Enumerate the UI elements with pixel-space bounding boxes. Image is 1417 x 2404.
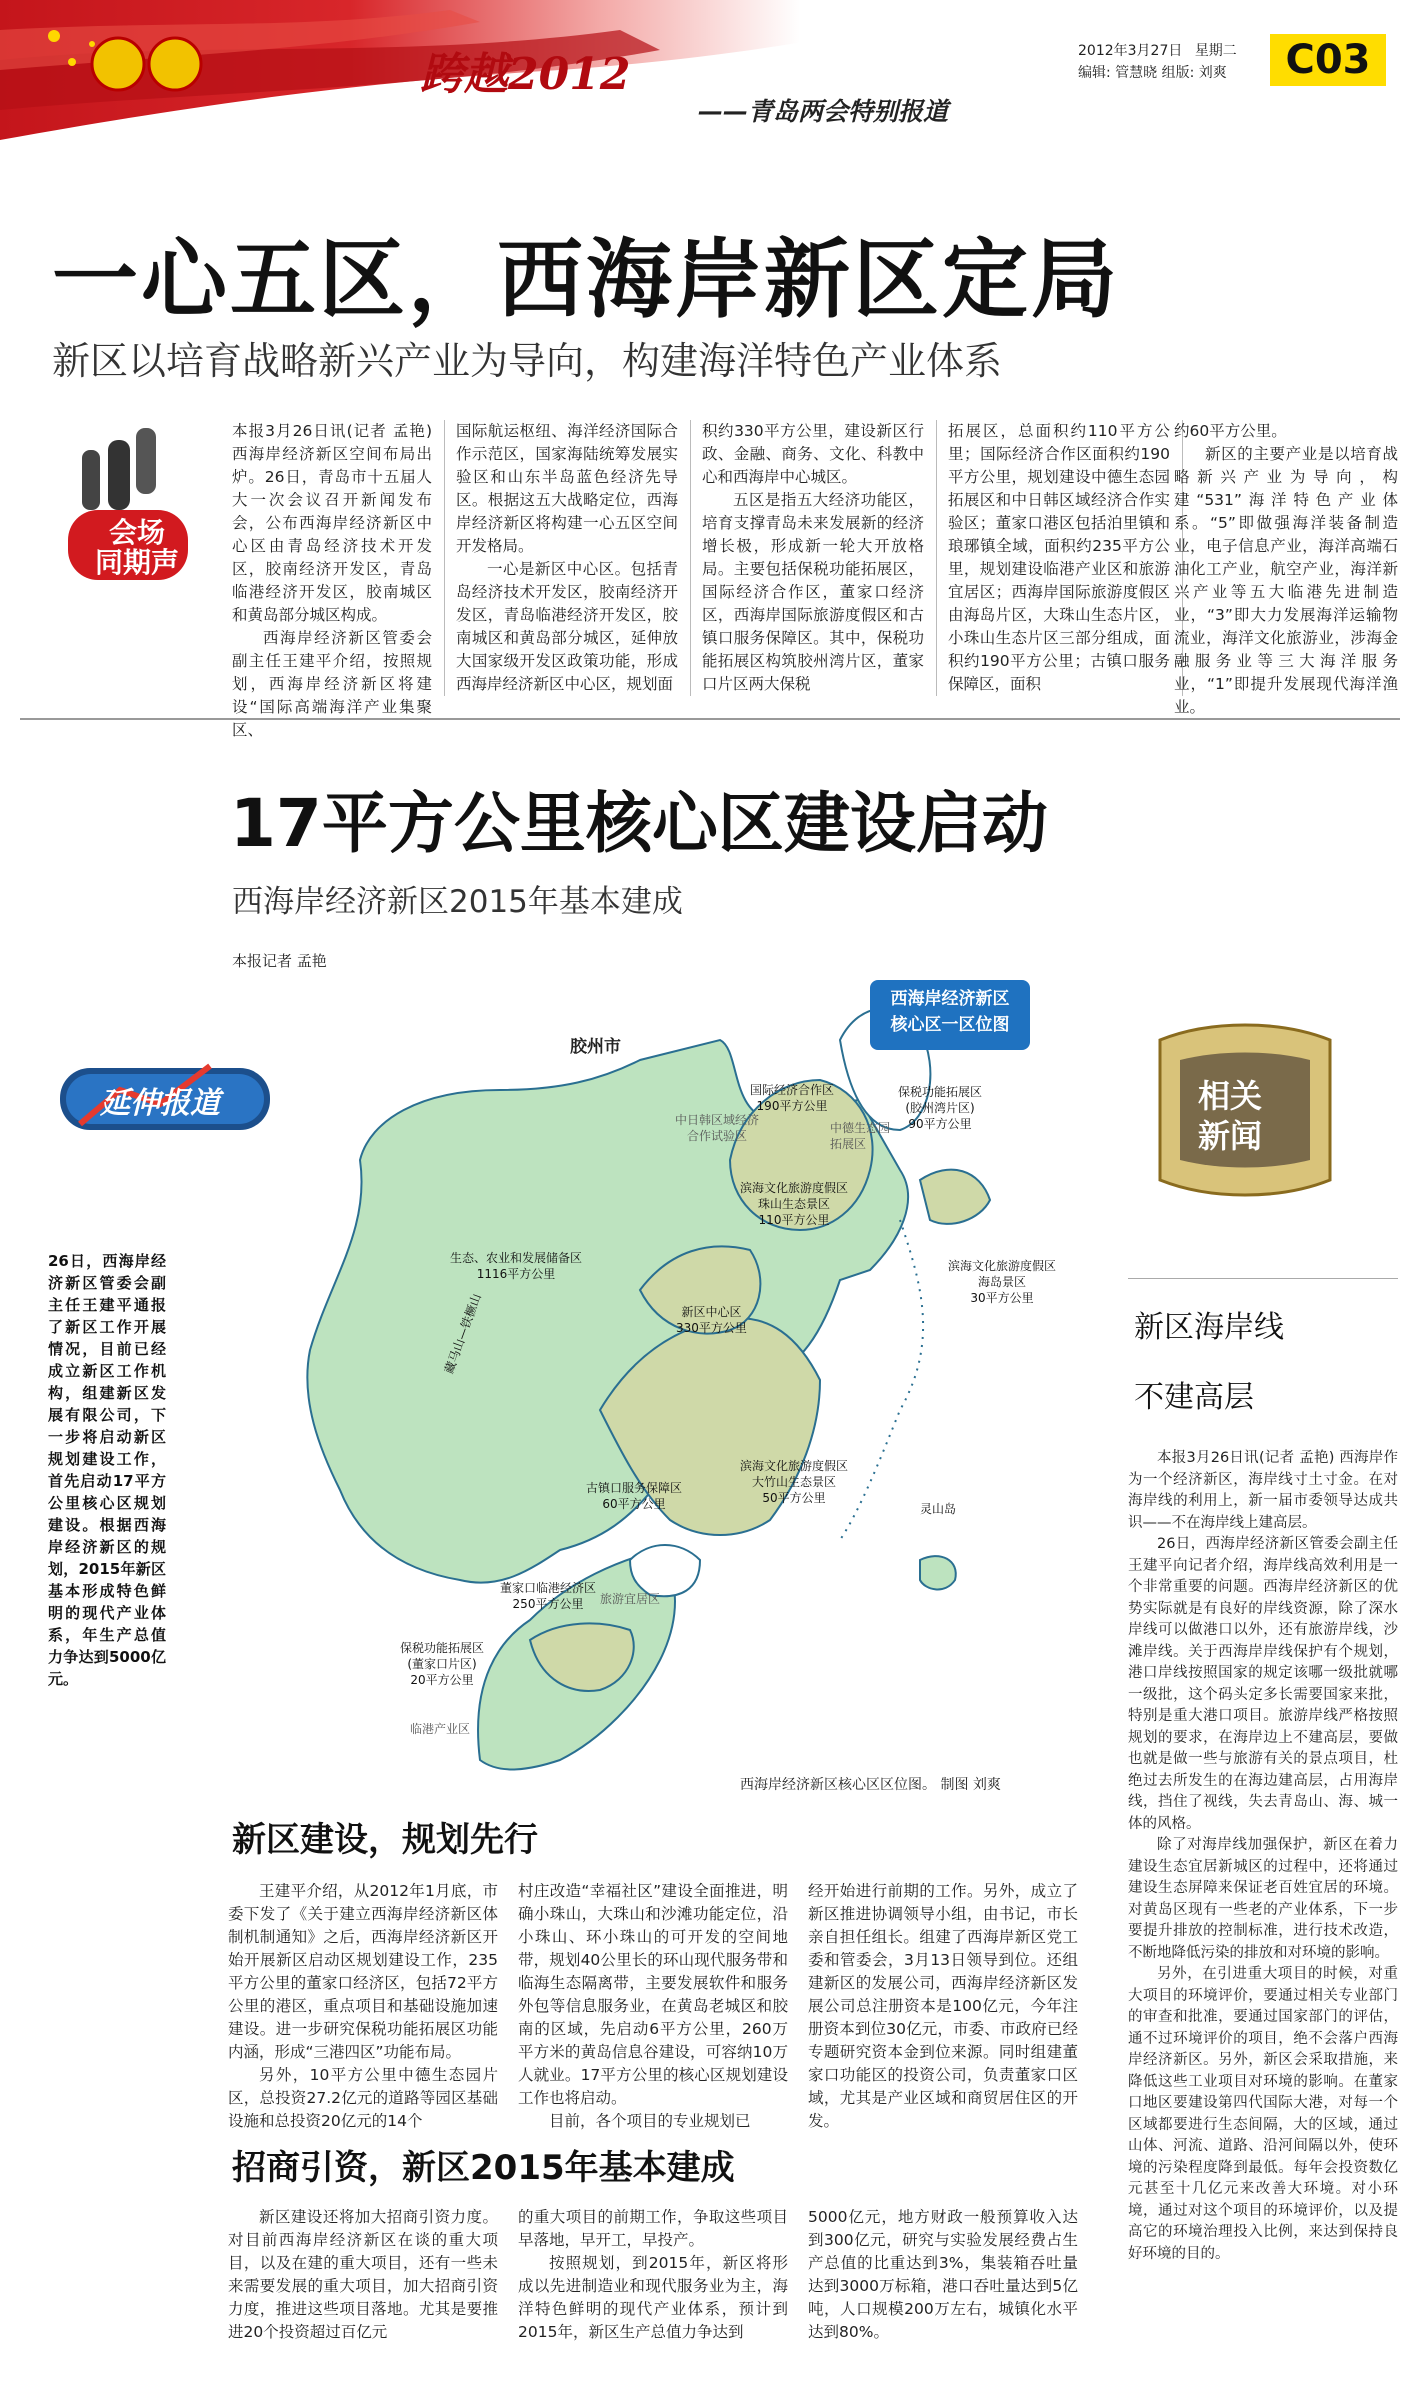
paragraph: 新区建设还将加大招商引资力度。对目前西海岸经济新区在谈的重大项目，以及在建的重大项目，还有一些未来需要发展的重大项目，加大招商引资力度，推进这些项目落地。尤其是要推进20个投资超过百亿元 (228, 2208, 498, 2341)
map-label-text: 海岛景区 (978, 1275, 1027, 1289)
section2-title: 招商引资，新区2015年基本建成 (232, 2148, 735, 2188)
related-rule (1128, 1278, 1398, 1279)
map-label-text: 50平方公里 (762, 1491, 826, 1505)
section2-col1 (228, 2206, 498, 2344)
badge-related-label (1198, 1076, 1262, 1156)
weekday-text: 星期二 (1194, 43, 1237, 59)
badge-session (48, 420, 198, 590)
badge-session-line1: 会场 (108, 516, 165, 549)
paragraph: 西海岸经济新区管委会副主任王建平介绍，按照规划，西海岸经济新区将建设“国际高端海洋产业集聚区、 (232, 629, 432, 739)
map-label-text: 保税功能拓展区 (400, 1641, 485, 1655)
map-label-text: 大竹山生态景区 (752, 1475, 837, 1489)
article2-subtitle: 西海岸经济新区2015年基本建成 (232, 884, 683, 920)
map-label-dazhu (740, 1458, 848, 1506)
map-label-intl (750, 1082, 834, 1114)
article2-lead: 26日，西海岸经济新区管委会副主任王建平通报了新区工作开展情况，目前已经成立新区工作机构，组建新区发展有限公司，下一步将启动新区规划建设工作，首先启动17平方公里核心区规划建设。根据西海岸经济新区的规划，2015年新区基本形成特色鲜明的现代产业体系，年生产总值力争达到5000亿元。 (48, 1252, 166, 1688)
date-text: 2012年3月27日 (1078, 43, 1183, 59)
paragraph: 本报3月26日讯(记者 孟艳) 西海岸作为一个经济新区，海岸线寸土寸金。在对海岸线的利用上，新一届市委领导达成共识——不在海岸线上建高层。 (1128, 1450, 1398, 1531)
section2-col2 (518, 2206, 788, 2344)
map-label-text: 滨海文化旅游度假区 (948, 1259, 1057, 1273)
related-body (1128, 1448, 1398, 2265)
article1-col2 (456, 420, 678, 696)
article1-title: 一心五区，西海岸新区定局 (52, 230, 1120, 330)
paragraph: 除了对海岸线加强保护，新区在着力建设生态宜居新城区的过程中，还将通过建设生态屏障来保证老百姓宜居的环境。对黄岛区现有一些老的产业体系，下一步要提升排放的控制标准，进行技术改造，不断地降低污染的排放和对环境的影响。 (1128, 1837, 1398, 1961)
paragraph: 王建平介绍，从2012年1月底，市委下发了《关于建立西海岸经济新区体制机制通知》之后，西海岸经济新区开始开展新区启动区规划建设工作，235平方公里的董家口经济区，包括72平方公里的港区，重点项目和基础设施加速建设。进一步研究保税功能拓展区功能内涵，形成“三港四区”功能布局。 (228, 1882, 498, 2061)
map-label-text: 新区中心区 (681, 1305, 742, 1319)
map-label-text: 1116平方公里 (476, 1267, 556, 1281)
map-label-text: 250平方公里 (512, 1597, 584, 1611)
map-label-xiaozhu (740, 1180, 848, 1228)
article1-col3 (702, 420, 924, 696)
article2-title: 17平方公里核心区建设启动 (230, 785, 1048, 862)
header-editors: 编辑: 管慧晓 组版: 刘爽 (1078, 65, 1227, 81)
article1-col5 (1174, 420, 1398, 719)
badge-session-line2: 同期声 (94, 546, 179, 579)
map-label-text: 生态、农业和发展储备区 (450, 1251, 583, 1265)
map-label-text: 60平方公里 (602, 1497, 666, 1511)
header-date (1078, 40, 1237, 60)
column-rule (690, 420, 691, 696)
map-label-text: 330平方公里 (676, 1321, 747, 1335)
map-caption: 西海岸经济新区核心区区位图。 制图 刘爽 (740, 1777, 1001, 1793)
column-rule (444, 420, 445, 696)
map-label-text: 滨海文化旅游度假区 (740, 1459, 849, 1473)
paragraph: 按照规划，到2015年，新区将形成以先进制造业和现代服务业为主，海洋特色鲜明的现代产业体系，预计到2015年，新区生产总值力争达到 (518, 2254, 788, 2341)
map-label-text: (董家口片区) (407, 1657, 477, 1671)
paragraph: 村庄改造“幸福社区”建设全面推进，明确小珠山，大珠山和沙滩功能定位，沿小珠山、环小珠山的可开发的空间地带，规划40公里长的环山现代服务带和临海生态隔离带，主要发展软件和服务外包等信息服务业，在黄岛老城区和胶南的区域，先启动6平方公里，260万平方米的黄岛信息谷建设，可容纳10万人就业。17平方公里的核心区规划建设工作也将启动。 (518, 1882, 788, 2107)
badge-related-news (1130, 1020, 1370, 1200)
map-label-eco (450, 1250, 582, 1282)
section1-col1 (228, 1880, 498, 2133)
paragraph: 5000亿元，地方财政一般预算收入达到300亿元，研究与实验发展经费占生产总值的比重达到3%，集装箱吞吐量达到3000万标箱，港口吞吐量达到5亿吨，人口规模200万左右，城镇化水平达到80%。 (808, 2208, 1078, 2341)
map-label-tourism: 旅游宜居区 (600, 1592, 661, 1606)
paragraph: 积约330平方公里，建设新区行政、金融、商务、文化、科教中心和西海岸中心城区。 (702, 422, 924, 486)
section1-title: 新区建设，规划先行 (232, 1820, 538, 1860)
map-label-text: 110平方公里 (758, 1213, 830, 1227)
map-label-dongjiakou (500, 1580, 596, 1612)
badge-related-line1: 相关 (1198, 1077, 1263, 1115)
map-label-bonded1 (898, 1084, 982, 1132)
paragraph: 26日，西海岸经济新区管委会副主任王建平向记者介绍，海岸线高效利用是一个非常重要的问题。西海岸经济新区的优势实际就是有良好的岸线资源，除了深水岸线可以做港口以外，还有旅游岸线，沙滩岸线。关于西海岸岸线保护有个规划，港口岸线按照国家的规定该哪一级批就哪一级批，这个码头定多长需要国家来批，特别是重大港口项目。旅游岸线严格按照规划的要求，在海岸边上不建高层，要做也就是做一些与旅游有关的景点项目，杜绝过去所发生的在海边建高层，占用海岸线，挡住了视线，失去青岛山、海、城一体的风格。 (1128, 1536, 1398, 1832)
map-label-zhongde: 中德生态园拓展区 (830, 1121, 891, 1151)
paragraph: 五区是指五大经济功能区，培育支撑青岛未来发展新的经济增长极，形成新一轮大开放格局。主要包括保税功能拓展区，国际经济合作区，董家口经济区，西海岸国际旅游度假区和古镇口服务保障区。其中，保税功能拓展区构筑胶州湾片区，董家口片区两大保税 (702, 491, 924, 693)
map-label-text: 董家口临港经济区 (500, 1581, 597, 1595)
related-title-line2: 不建高层 (1134, 1380, 1254, 1415)
map-label-guzhen (586, 1480, 682, 1512)
map-label-text: 滨海文化旅游度假区 (740, 1181, 849, 1195)
paragraph: 国际航运枢纽、海洋经济国际合作示范区，国家海陆统筹发展实验区和山东半岛蓝色经济先导区。根据这五大战略定位，西海岸经济新区将构建一心五区空间开发格局。 (456, 422, 678, 555)
map-label-text: 90平方公里 (908, 1117, 972, 1131)
section1-col2 (518, 1880, 788, 2133)
paragraph: 拓展区，总面积约110平方公里；国际经济合作区面积约190平方公里，规划建设中德生态园拓展区和中日韩区域经济合作实验区；董家口港区包括泊里镇和琅琊镇全域，面积约235平方公里，规划建设临港产业区和旅游宜居区；西海岸国际旅游度假区由海岛片区，大珠山生态片区，小珠山生态片区三部分组成，面积约190平方公里；古镇口服务保障区，面积 (948, 422, 1170, 693)
paragraph: 目前，各个项目的专业规划已 (549, 2112, 751, 2130)
article2-byline: 本报记者 孟艳 (232, 952, 327, 970)
map-label-text: 30平方公里 (970, 1291, 1034, 1305)
column-rule (936, 420, 937, 696)
brand-logo: 跨越2012 (420, 49, 631, 100)
map-label-island (948, 1258, 1056, 1306)
paragraph: 新区的主要产业是以培育战略新兴产业为导向，构建“531”海洋特色产业体系。“5”即做强海洋装备制造业，电子信息产业，海洋高端石油化工产业，航空产业，海洋新兴产业等五大临港先进制造业，“3”即大力发展海洋运输物流业，海洋文化旅游业，涉海金融服务业等三大海洋服务业，“1”即提升发展现代海洋渔业。 (1174, 445, 1398, 716)
location-map (300, 980, 1080, 1780)
map-title-line2: 核心区一区位图 (890, 1015, 1010, 1035)
map-label-text: 国际经济合作区 (750, 1083, 835, 1097)
map-label-center (676, 1304, 747, 1336)
map-label-lingshan: 灵山岛 (920, 1502, 957, 1516)
page-number: C03 (1270, 34, 1386, 86)
header-subtitle: ——青岛两会特别报道 (698, 97, 949, 126)
article1-col4 (948, 420, 1170, 696)
map-label-text: 20平方公里 (410, 1673, 474, 1687)
badge-related-line2: 新闻 (1198, 1117, 1263, 1155)
article1-col1 (232, 420, 432, 742)
paragraph: 本报3月26日讯(记者 孟艳) 西海岸经济新区空间布局出炉。26日，青岛市十五届人大一次会议召开新闻发布会，公布西海岸经济新区中心区由青岛经济技术开发区，胶南经济开发区，青岛临港经济开发区，胶南城区和黄岛部分城区构成。 (232, 422, 432, 624)
badge-session-label (92, 518, 182, 578)
map-label-text: 珠山生态景区 (758, 1197, 831, 1211)
map-label-zhongri: 中日韩区域经济合作试验区 (674, 1113, 759, 1143)
badge-extended-report (60, 1060, 280, 1140)
map-label-text: 古镇口服务保障区 (586, 1481, 683, 1495)
map-label-text: 保税功能拓展区 (898, 1085, 983, 1099)
related-title-line1: 新区海岸线 (1134, 1310, 1284, 1345)
paragraph: 约60平方公里。 (1174, 422, 1287, 440)
map-label-jiaozhou: 胶州市 (570, 1037, 621, 1057)
section2-col3 (808, 2206, 1078, 2344)
paragraph: 一心是新区中心区。包括青岛经济技术开发区，胶南经济开发区，青岛临港经济开发区，胶南城区和黄岛部分城区，延伸放大国家级开发区政策功能，形成西海岸经济新区中心区，规划面 (456, 560, 678, 693)
paragraph: 另外，在引进重大项目的时候，对重大项目的环境评价，要通过相关专业部门的审查和批准，要通过国家部门的评估，通不过环境评价的项目，绝不会落户西海岸经济新区。另外，新区会采取措施，来降低这些工业项目对环境的影响。在董家口地区要建设第四代国际大港，对每一个区域都要进行生态间隔，大的区域，通过山体、河流、道路、沿河间隔以外，使环境的污染程度降到最低。每年会投资数亿元甚至十几亿元来改善大环境。对小环境，通过对这个项目的环境评价，以及提高它的环境治理投入比例，来达到保持良好环境的目的。 (1128, 1966, 1398, 2262)
badge-extended-label: 延伸报道 (100, 1086, 220, 1121)
paragraph: 另外，10平方公里中德生态园片区，总投资27.2亿元的道路等园区基础设施和总投资20亿元的14个 (228, 2066, 498, 2130)
map-title-line1: 西海岸经济新区 (890, 989, 1010, 1009)
map-label-bonded2 (400, 1640, 484, 1688)
map-label-text: (胶州湾片区) (905, 1101, 975, 1115)
map-title (872, 986, 1028, 1038)
article1-subtitle: 新区以培育战略新兴产业为导向，构建海洋特色产业体系 (52, 339, 1003, 383)
paragraph: 的重大项目的前期工作，争取这些项目早落地，早开工，早投产。 (518, 2208, 788, 2249)
section-divider (20, 718, 1400, 720)
map-label-lingang: 临港产业区 (410, 1722, 471, 1736)
map-label-mountain: 藏马山—铁橛山 (441, 1291, 484, 1376)
map-label-text: 190平方公里 (756, 1099, 828, 1113)
paragraph: 经开始进行前期的工作。另外，成立了新区推进协调领导小组，由书记，市长亲自担任组长。组建了西海岸新区党工委和管委会，3月13日领导到位。还组建新区的发展公司，西海岸经济新区发展公司总注册资本是100亿元，今年注册资本到位30亿元，市委、市政府已经专题研究资本金到位来源。同时组建董家口功能区的投资公司，负责董家口区域，尤其是产业区域和商贸居住区的开发。 (808, 1882, 1078, 2130)
section1-col3 (808, 1880, 1078, 2133)
